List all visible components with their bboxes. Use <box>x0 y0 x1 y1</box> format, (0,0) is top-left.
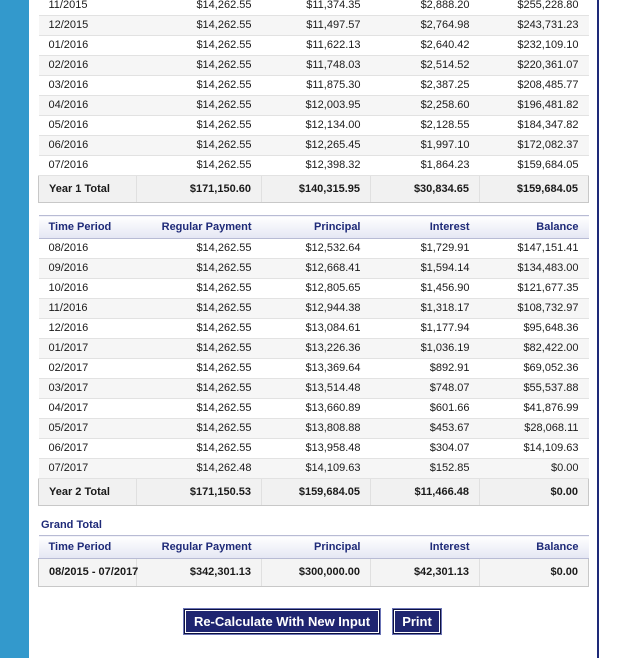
year1-total-principal: $140,315.95 <box>262 176 371 203</box>
cell-payment: $14,262.55 <box>137 96 262 116</box>
cell-balance: $134,483.00 <box>480 259 589 279</box>
cell-period: 11/2015 <box>39 0 137 16</box>
grand-total-balance: $0.00 <box>480 559 589 587</box>
year1-total-balance: $159,684.05 <box>480 176 589 203</box>
table-row <box>39 279 589 299</box>
cell-period: 12/2015 <box>39 16 137 36</box>
year2-header-row <box>39 216 589 239</box>
cell-principal: $13,808.88 <box>262 419 371 439</box>
cell-payment: $14,262.55 <box>137 239 262 259</box>
cell-balance: $208,485.77 <box>480 76 589 96</box>
cell-principal: $11,875.30 <box>262 76 371 96</box>
cell-interest: $2,387.25 <box>371 76 480 96</box>
cell-principal: $13,226.36 <box>262 339 371 359</box>
cell-payment: $14,262.55 <box>137 36 262 56</box>
table-row <box>39 399 589 419</box>
print-button[interactable]: Print <box>393 609 441 634</box>
cell-payment: $14,262.55 <box>137 279 262 299</box>
cell-payment: $14,262.55 <box>137 439 262 459</box>
cell-period: 06/2016 <box>39 136 137 156</box>
cell-period: 02/2017 <box>39 359 137 379</box>
cell-principal: $11,497.57 <box>262 16 371 36</box>
cell-period: 12/2016 <box>39 319 137 339</box>
cell-period: 05/2016 <box>39 116 137 136</box>
cell-balance: $41,876.99 <box>480 399 589 419</box>
cell-principal: $12,805.65 <box>262 279 371 299</box>
cell-interest: $2,514.52 <box>371 56 480 76</box>
table-row <box>39 56 589 76</box>
grand-total-row <box>39 559 589 587</box>
table-row <box>39 239 589 259</box>
cell-interest: $1,318.17 <box>371 299 480 319</box>
cell-period: 01/2017 <box>39 339 137 359</box>
table-row <box>39 96 589 116</box>
header-regular-payment: Regular Payment <box>137 216 262 239</box>
cell-principal: $14,109.63 <box>262 459 371 479</box>
year1-total-row <box>39 176 589 203</box>
grand-header-interest: Interest <box>371 536 480 559</box>
year2-total-principal: $159,684.05 <box>262 479 371 506</box>
cell-balance: $255,228.80 <box>480 0 589 16</box>
table-row <box>39 16 589 36</box>
header-interest: Interest <box>371 216 480 239</box>
year2-rows <box>39 239 589 479</box>
grand-total-principal: $300,000.00 <box>262 559 371 587</box>
grand-total-header-row <box>39 536 589 559</box>
year1-total-interest: $30,834.65 <box>371 176 480 203</box>
year2-total-payment: $171,150.53 <box>137 479 262 506</box>
cell-balance: $82,422.00 <box>480 339 589 359</box>
cell-payment: $14,262.55 <box>137 16 262 36</box>
year2-total-label: Year 2 Total <box>39 479 137 506</box>
grand-header-balance: Balance <box>480 536 589 559</box>
cell-period: 10/2016 <box>39 279 137 299</box>
cell-principal: $11,748.03 <box>262 56 371 76</box>
cell-interest: $1,177.94 <box>371 319 480 339</box>
table-row <box>39 359 589 379</box>
cell-balance: $159,684.05 <box>480 156 589 176</box>
cell-interest: $2,640.42 <box>371 36 480 56</box>
cell-interest: $1,729.91 <box>371 239 480 259</box>
cell-payment: $14,262.55 <box>137 399 262 419</box>
header-balance: Balance <box>480 216 589 239</box>
cell-balance: $243,731.23 <box>480 16 589 36</box>
cell-payment: $14,262.55 <box>137 379 262 399</box>
cell-payment: $14,262.55 <box>137 0 262 16</box>
cell-interest: $304.07 <box>371 439 480 459</box>
year1-rows <box>39 0 589 176</box>
cell-interest: $152.85 <box>371 459 480 479</box>
cell-period: 03/2016 <box>39 76 137 96</box>
cell-balance: $108,732.97 <box>480 299 589 319</box>
cell-principal: $12,398.32 <box>262 156 371 176</box>
cell-principal: $11,622.13 <box>262 36 371 56</box>
cell-interest: $1,997.10 <box>371 136 480 156</box>
cell-principal: $12,944.38 <box>262 299 371 319</box>
cell-interest: $2,128.55 <box>371 116 480 136</box>
header-principal: Principal <box>262 216 371 239</box>
cell-balance: $220,361.07 <box>480 56 589 76</box>
cell-balance: $184,347.82 <box>480 116 589 136</box>
table-row <box>39 439 589 459</box>
cell-balance: $14,109.63 <box>480 439 589 459</box>
left-sidebar-strip <box>0 0 29 658</box>
cell-interest: $1,864.23 <box>371 156 480 176</box>
grand-header-principal: Principal <box>262 536 371 559</box>
table-row <box>39 36 589 56</box>
grand-total-table <box>38 535 589 587</box>
grand-total-payment: $342,301.13 <box>137 559 262 587</box>
table-row <box>39 0 589 16</box>
cell-payment: $14,262.55 <box>137 339 262 359</box>
cell-interest: $1,594.14 <box>371 259 480 279</box>
cell-principal: $13,084.61 <box>262 319 371 339</box>
cell-principal: $13,660.89 <box>262 399 371 419</box>
cell-principal: $12,668.41 <box>262 259 371 279</box>
cell-payment: $14,262.55 <box>137 319 262 339</box>
cell-balance: $0.00 <box>480 459 589 479</box>
year2-total-row <box>39 479 589 506</box>
table-row <box>39 459 589 479</box>
table-row <box>39 136 589 156</box>
cell-balance: $172,082.37 <box>480 136 589 156</box>
cell-interest: $2,258.60 <box>371 96 480 116</box>
table-row <box>39 319 589 339</box>
cell-balance: $69,052.36 <box>480 359 589 379</box>
cell-balance: $147,151.41 <box>480 239 589 259</box>
cell-interest: $1,036.19 <box>371 339 480 359</box>
cell-period: 06/2017 <box>39 439 137 459</box>
cell-interest: $1,456.90 <box>371 279 480 299</box>
cell-principal: $13,514.48 <box>262 379 371 399</box>
grand-total-interest: $42,301.13 <box>371 559 480 587</box>
table-row <box>39 76 589 96</box>
cell-principal: $13,958.48 <box>262 439 371 459</box>
cell-principal: $12,265.45 <box>262 136 371 156</box>
cell-payment: $14,262.55 <box>137 259 262 279</box>
grand-total-period: 08/2015 - 07/2017 <box>39 559 137 587</box>
cell-principal: $11,374.35 <box>262 0 371 16</box>
cell-payment: $14,262.55 <box>137 299 262 319</box>
cell-principal: $13,369.64 <box>262 359 371 379</box>
cell-payment: $14,262.48 <box>137 459 262 479</box>
cell-principal: $12,003.95 <box>262 96 371 116</box>
cell-interest: $748.07 <box>371 379 480 399</box>
year2-schedule-table <box>38 215 589 506</box>
year1-total-label: Year 1 Total <box>39 176 137 203</box>
right-border-line <box>597 0 599 658</box>
cell-interest: $892.91 <box>371 359 480 379</box>
cell-period: 09/2016 <box>39 259 137 279</box>
grand-header-regular-payment: Regular Payment <box>137 536 262 559</box>
cell-period: 04/2016 <box>39 96 137 116</box>
cell-interest: $2,764.98 <box>371 16 480 36</box>
year2-total-interest: $11,466.48 <box>371 479 480 506</box>
cell-interest: $2,888.20 <box>371 0 480 16</box>
table-row <box>39 156 589 176</box>
grand-header-time-period: Time Period <box>39 536 137 559</box>
cell-balance: $121,677.35 <box>480 279 589 299</box>
cell-payment: $14,262.55 <box>137 136 262 156</box>
cell-balance: $232,109.10 <box>480 36 589 56</box>
table-row <box>39 116 589 136</box>
cell-payment: $14,262.55 <box>137 116 262 136</box>
cell-payment: $14,262.55 <box>137 419 262 439</box>
cell-balance: $28,068.11 <box>480 419 589 439</box>
cell-period: 01/2016 <box>39 36 137 56</box>
year2-total-balance: $0.00 <box>480 479 589 506</box>
cell-period: 02/2016 <box>39 56 137 76</box>
cell-payment: $14,262.55 <box>137 76 262 96</box>
cell-balance: $196,481.82 <box>480 96 589 116</box>
year1-schedule-table <box>38 0 589 203</box>
table-row <box>39 259 589 279</box>
cell-balance: $95,648.36 <box>480 319 589 339</box>
grand-total-title: Grand Total <box>41 519 102 531</box>
cell-period: 07/2016 <box>39 156 137 176</box>
cell-period: 05/2017 <box>39 419 137 439</box>
header-time-period: Time Period <box>39 216 137 239</box>
recalculate-button[interactable]: Re-Calculate With New Input <box>184 609 380 634</box>
table-row <box>39 339 589 359</box>
cell-period: 08/2016 <box>39 239 137 259</box>
cell-interest: $453.67 <box>371 419 480 439</box>
cell-period: 04/2017 <box>39 399 137 419</box>
cell-period: 11/2016 <box>39 299 137 319</box>
table-row <box>39 419 589 439</box>
cell-payment: $14,262.55 <box>137 359 262 379</box>
table-row <box>39 379 589 399</box>
cell-principal: $12,532.64 <box>262 239 371 259</box>
cell-balance: $55,537.88 <box>480 379 589 399</box>
year1-total-payment: $171,150.60 <box>137 176 262 203</box>
cell-period: 03/2017 <box>39 379 137 399</box>
cell-interest: $601.66 <box>371 399 480 419</box>
cell-period: 07/2017 <box>39 459 137 479</box>
table-row <box>39 299 589 319</box>
cell-payment: $14,262.55 <box>137 56 262 76</box>
cell-principal: $12,134.00 <box>262 116 371 136</box>
cell-payment: $14,262.55 <box>137 156 262 176</box>
